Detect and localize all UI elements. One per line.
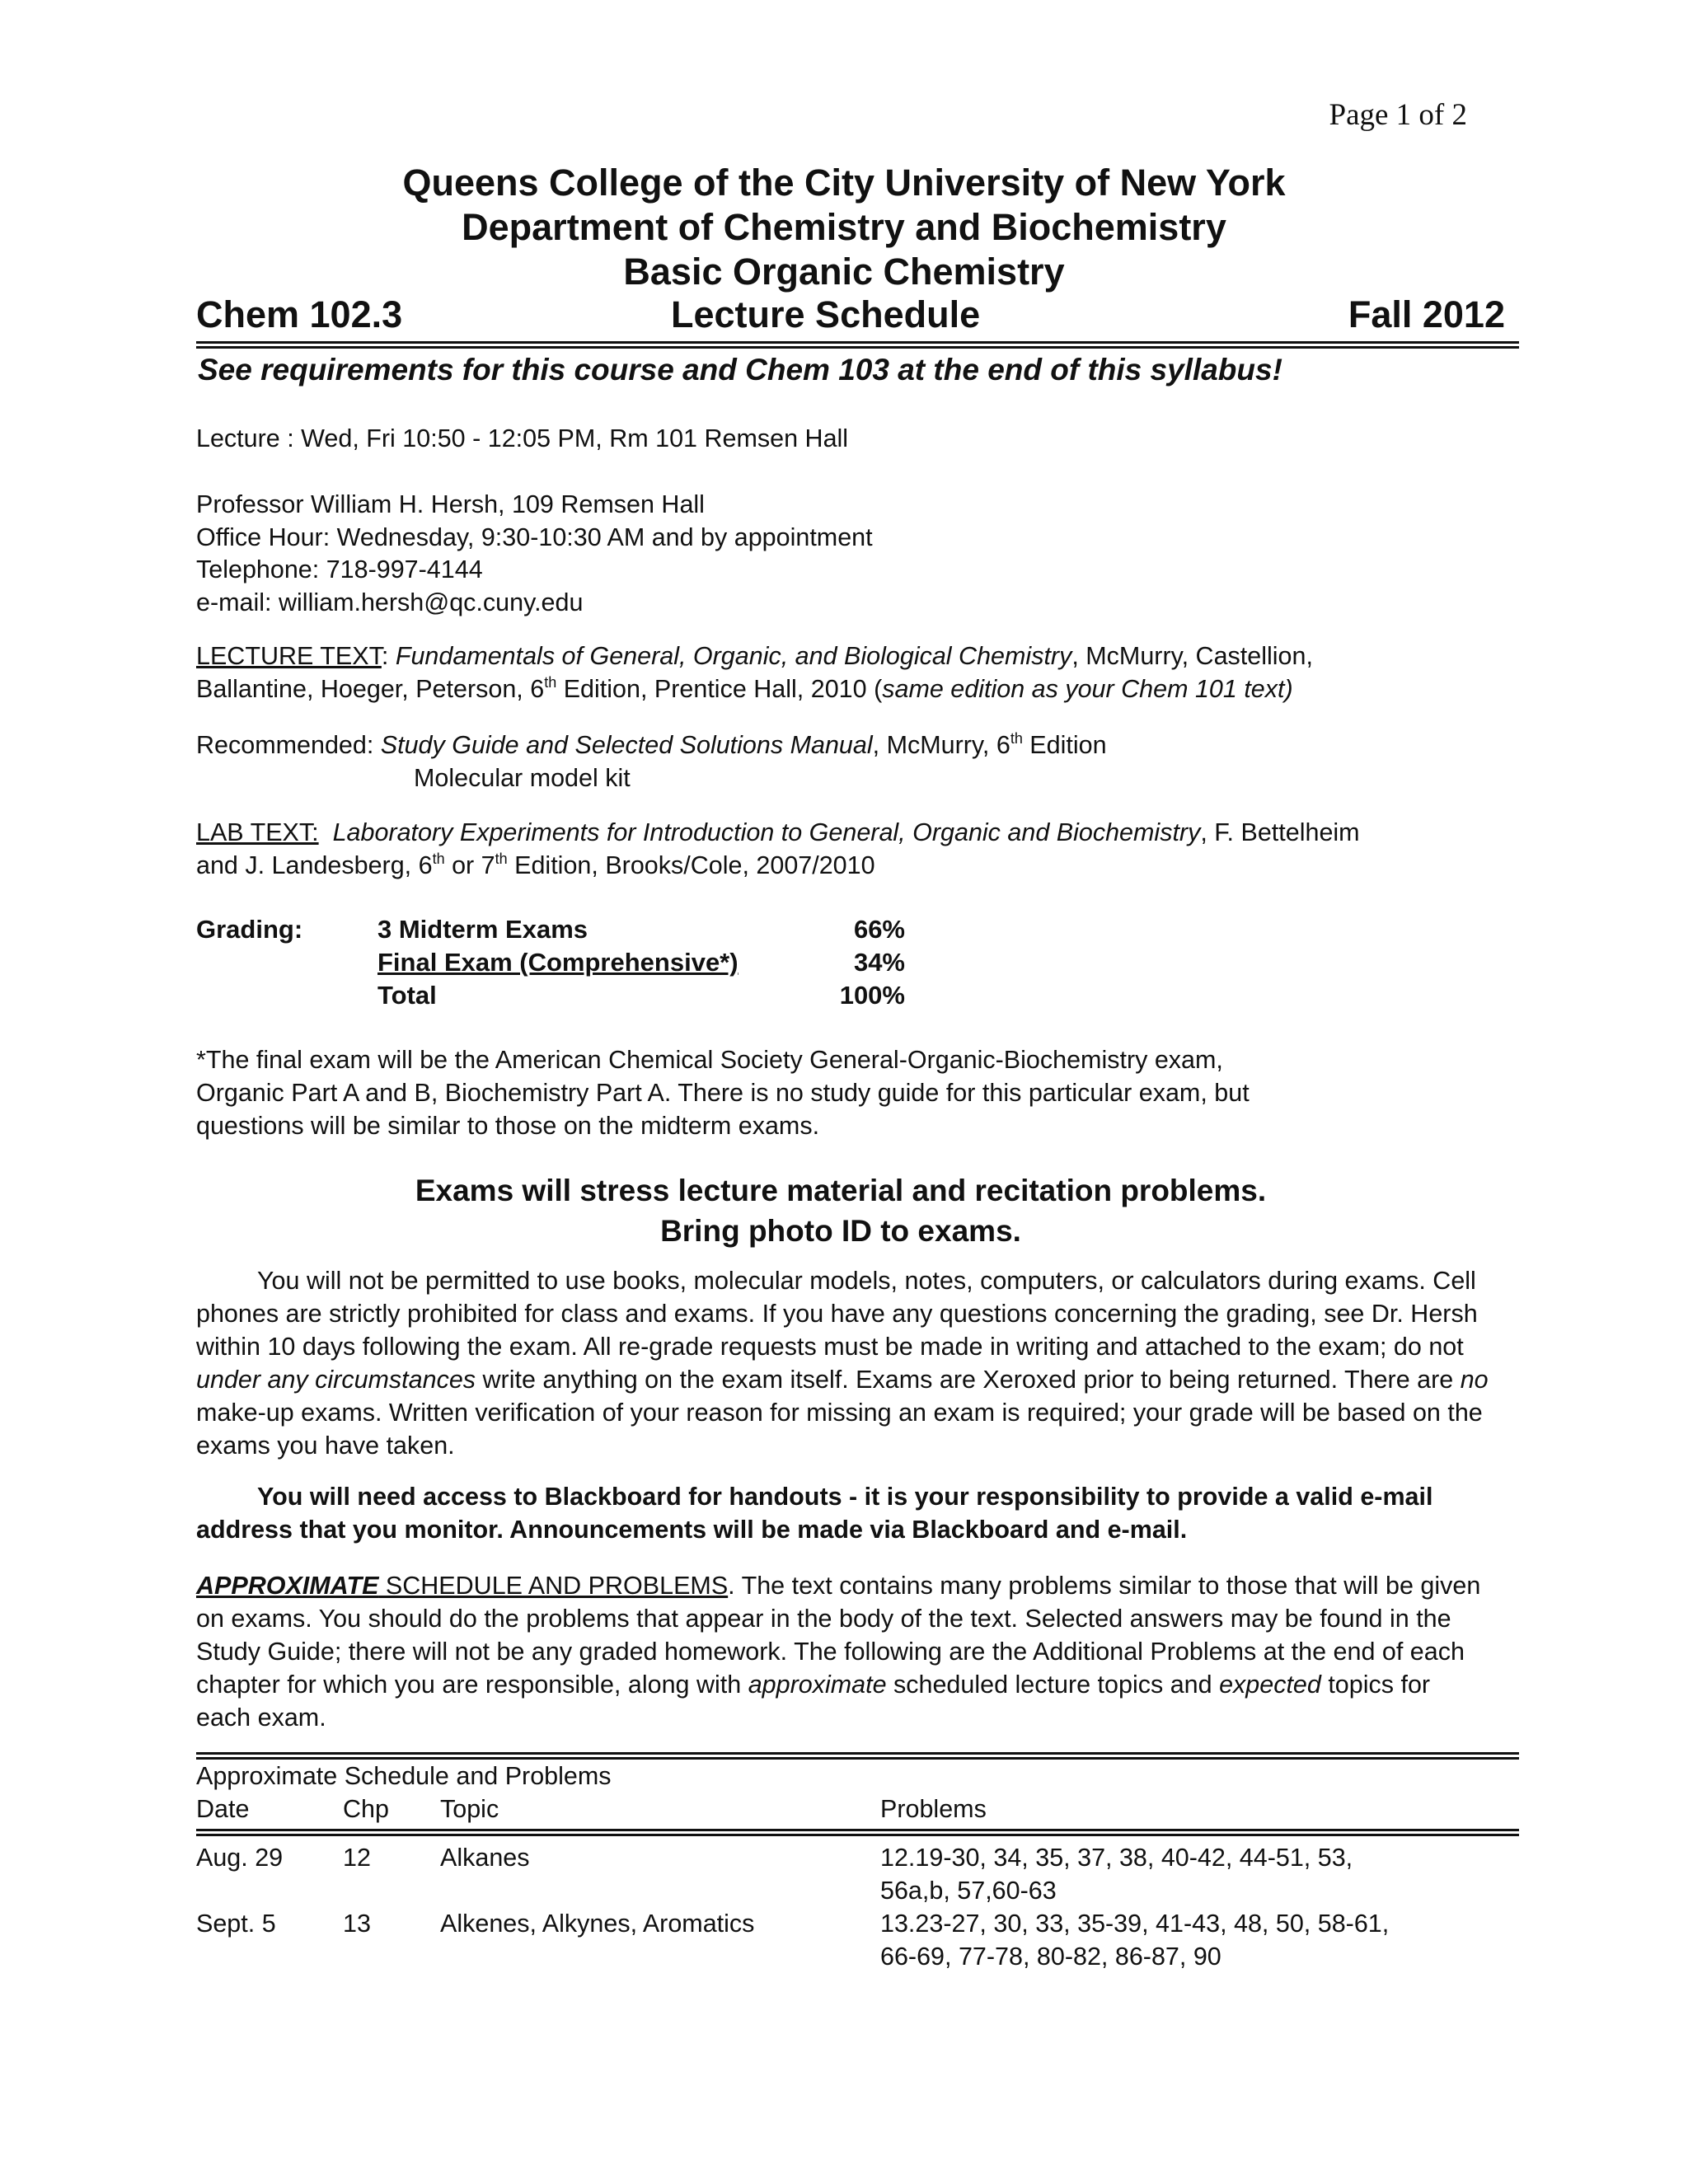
- grading-row: [196, 913, 905, 946]
- schedule-emphasis: expected: [1219, 1671, 1321, 1699]
- lecture-text-edition: Edition, Prentice Hall, 2010 (: [556, 675, 883, 703]
- recommended-sup: th: [1010, 730, 1023, 747]
- recommended-book: Study Guide and Selected Solutions Manual: [380, 731, 873, 759]
- schedule-approx: APPROXIMATE: [196, 1572, 379, 1600]
- row-date: Sept. 5: [196, 1910, 276, 1938]
- lecture-info: Lecture : Wed, Fri 10:50 - 12:05 PM, Rm 101 Remsen Hall: [196, 424, 849, 452]
- header-rule: [196, 341, 1519, 349]
- final-note-line-3: questions will be similar to those on the midterm exams.: [196, 1112, 820, 1140]
- grading-pct: 100%: [839, 981, 905, 1010]
- row-problems: 12.19-30, 34, 35, 37, 38, 40-42, 44-51, 53,: [880, 1844, 1353, 1872]
- recommended-line: [196, 729, 1107, 762]
- term: Fall 2012: [1348, 293, 1505, 335]
- lecture-text-label: LECTURE TEXT: [196, 642, 382, 670]
- telephone-line: Telephone: 718-997-4144: [196, 555, 483, 583]
- model-kit-line: Molecular model kit: [414, 764, 631, 792]
- header-chp: Chp: [343, 1795, 389, 1823]
- lab-text-authors-2: and J. Landesberg, 6: [196, 851, 433, 879]
- lab-text-book: Laboratory Experiments for Introduction to General, Organic and Biochemistry: [332, 818, 1201, 846]
- lecture-text-colon: :: [381, 642, 396, 670]
- grading-block: [196, 913, 905, 1012]
- schedule-table: [196, 1760, 1519, 1973]
- exam-notice-line-1: Exams will stress lecture material and recitation problems.: [415, 1174, 1267, 1207]
- lab-text-line-1: [196, 816, 1360, 849]
- course-title: Basic Organic Chemistry: [623, 251, 1065, 293]
- grading-row: [196, 946, 905, 979]
- exam-rules-paragraph: [196, 1264, 1490, 1462]
- rules-text: write anything on the exam itself. Exams are Xeroxed prior to being returned. There are: [476, 1366, 1461, 1394]
- table-row: [196, 1907, 1519, 1973]
- table-header-row: [196, 1793, 1519, 1829]
- requirements-banner: See requirements for this course and Chem 103 at the end of this syllabus!: [198, 353, 1282, 387]
- header-topic: Topic: [440, 1795, 499, 1823]
- schedule-heading: SCHEDULE AND PROBLEMS: [378, 1572, 729, 1600]
- grading-pct: 66%: [853, 915, 905, 944]
- lab-text-space: [319, 818, 333, 846]
- recommended-author: , McMurry, 6: [872, 731, 1010, 759]
- grading-item: Total: [377, 981, 437, 1010]
- rules-text: make-up exams. Written verification of your reason for missing an exam is required; your grade will be based on the exams you have taken.: [196, 1399, 1483, 1460]
- grading-item: 3 Midterm Exams: [377, 915, 588, 944]
- lecture-text-sup: th: [544, 674, 557, 691]
- lecture-text-book: Fundamentals of General, Organic, and Biological Chemistry: [395, 642, 1072, 670]
- table-row: [196, 1841, 1519, 1907]
- row-problems: 13.23-27, 30, 33, 35-39, 41-43, 48, 50, 58-61,: [880, 1910, 1390, 1938]
- row-date: Aug. 29: [196, 1844, 284, 1872]
- recommended-label: Recommended:: [196, 731, 381, 759]
- table-top-rule: [196, 1752, 1519, 1760]
- row-topic: Alkanes: [440, 1844, 530, 1872]
- grading-item: Final Exam (Comprehensive*): [377, 948, 738, 977]
- recommended-edition: Edition: [1022, 731, 1107, 759]
- row-problems-cont: 66-69, 77-78, 80-82, 86-87, 90: [880, 1943, 1221, 1971]
- office-hour-line: Office Hour: Wednesday, 9:30-10:30 AM and by appointment: [196, 523, 873, 551]
- document-title: Lecture Schedule: [671, 293, 981, 335]
- lab-text-sup-1: th: [432, 851, 445, 867]
- college-name: Queens College of the City University of New York: [402, 162, 1286, 204]
- lab-text-sup-2: th: [495, 851, 508, 867]
- rules-emphasis: no: [1460, 1366, 1489, 1394]
- final-note-line-1: *The final exam will be the American Chemical Society General-Organic-Biochemistry exam,: [196, 1046, 1223, 1074]
- schedule-emphasis: approximate: [748, 1671, 887, 1699]
- row-chp: 13: [343, 1910, 371, 1938]
- row-chp: 12: [343, 1844, 371, 1872]
- lab-text-edition: Edition, Brooks/Cole, 2007/2010: [507, 851, 875, 879]
- department-name: Department of Chemistry and Biochemistry: [462, 206, 1226, 248]
- lab-text-authors: , F. Bettelheim: [1200, 818, 1360, 846]
- header-rule: [196, 1829, 1519, 1836]
- blackboard-notice: You will need access to Blackboard for handouts - it is your responsibility to provide a valid e-mail address that you monitor. Announcements will be made via Blackboard and e-mail.: [196, 1483, 1433, 1544]
- lecture-text-authors-2: Ballantine, Hoeger, Peterson, 6: [196, 675, 545, 703]
- final-note-line-2: Organic Part A and B, Biochemistry Part A. There is no study guide for this particular exam, but: [196, 1079, 1250, 1107]
- grading-pct: 34%: [853, 948, 905, 977]
- row-problems-cont: 56a,b, 57,60-63: [880, 1877, 1057, 1905]
- lab-text-line-2: [196, 849, 875, 882]
- grading-row: [196, 979, 905, 1012]
- page-number: Page 1 of 2: [1329, 98, 1467, 132]
- professor-line: Professor William H. Hersh, 109 Remsen Hall: [196, 490, 705, 518]
- lab-text-label: LAB TEXT:: [196, 818, 319, 846]
- lecture-text-line-2: [196, 673, 1293, 705]
- lab-text-or: or 7: [444, 851, 495, 879]
- grading-label: Grading:: [196, 915, 303, 944]
- header-date: Date: [196, 1795, 250, 1823]
- row-topic: Alkenes, Alkynes, Aromatics: [440, 1910, 755, 1938]
- lecture-text-note: same edition as your Chem 101 text): [882, 675, 1293, 703]
- lecture-text-authors: , McMurry, Castellion,: [1071, 642, 1313, 670]
- header-problems: Problems: [880, 1795, 987, 1823]
- schedule-text: scheduled lecture topics and: [886, 1671, 1220, 1699]
- email-line: e-mail: william.hersh@qc.cuny.edu: [196, 588, 584, 616]
- course-code: Chem 102.3: [196, 293, 403, 335]
- exam-notice-line-2: Bring photo ID to exams.: [660, 1214, 1021, 1248]
- table-caption: Approximate Schedule and Problems: [196, 1762, 612, 1790]
- grading-item-underlined: [377, 946, 905, 979]
- schedule-text: . The text contains many problems similar to those that will be given on exams. You should do the problems that appear in the body of the text. Selected answers may be found in the Study Guide; there will not be any graded homework. The following are the Additional Problems at the end of each chapter for which you are responsible, along with: [196, 1572, 1481, 1699]
- rules-text: You will not be permitted to use books, molecular models, notes, computers, or calculators during exams. Cell phones are strictly prohibited for class and exams. If you have any questions concerning the grading, see Dr. Hersh within 10 days following the exam. All re-grade requests must be made in writing and attached to the exam; do not: [196, 1267, 1478, 1361]
- rules-emphasis: under any circumstances: [196, 1366, 476, 1394]
- schedule-intro-paragraph: [196, 1569, 1490, 1734]
- schedule-text: topics for each exam.: [196, 1671, 1431, 1732]
- lecture-text-line-1: [196, 640, 1313, 673]
